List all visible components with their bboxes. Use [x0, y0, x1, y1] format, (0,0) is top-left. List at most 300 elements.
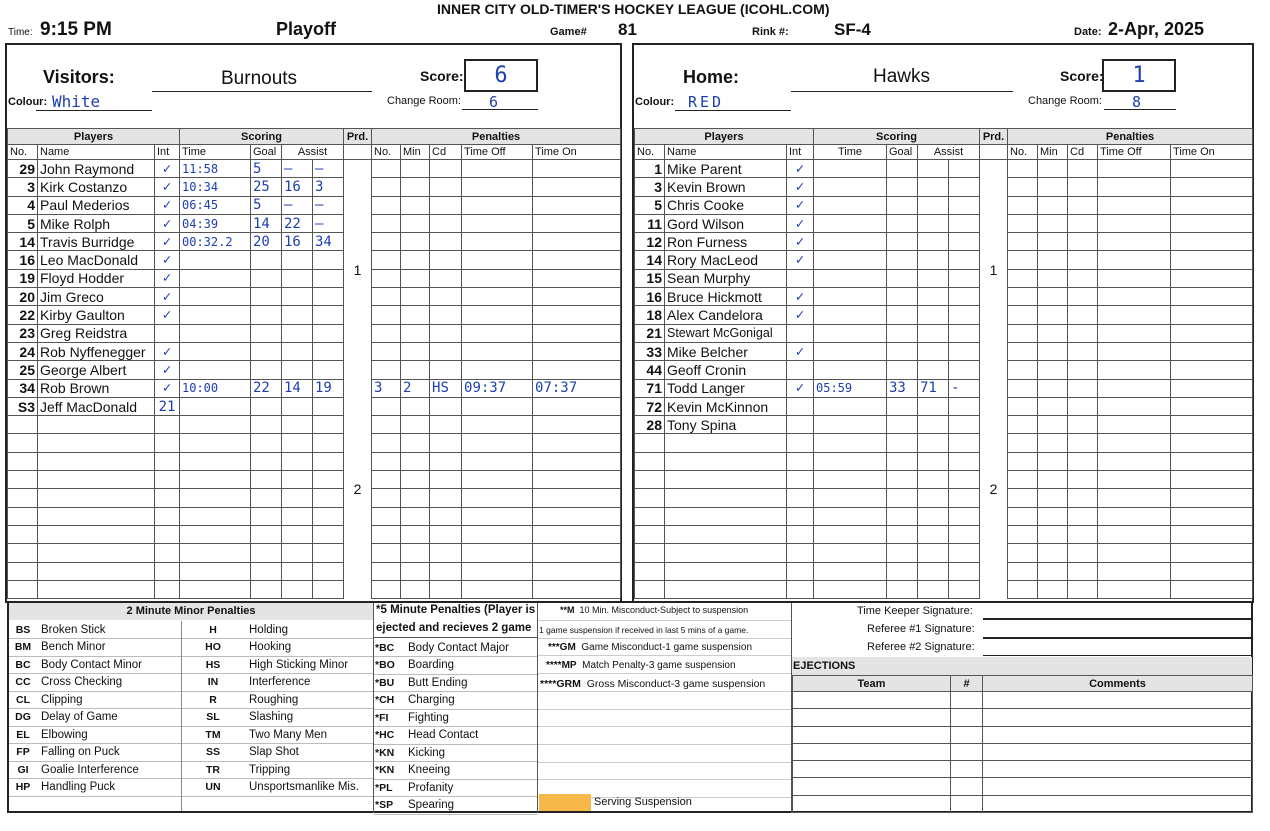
assist-2: —	[313, 196, 344, 214]
assist-1: 71	[918, 379, 949, 397]
penalty-time-on	[533, 507, 621, 525]
penalty-minutes	[401, 306, 430, 324]
ejection-row	[793, 743, 1253, 760]
penalty-time-on	[1171, 397, 1253, 415]
penalty-time-on	[533, 233, 621, 251]
goal-scorer	[887, 562, 918, 580]
penalty-time-on	[1171, 306, 1253, 324]
goal-scorer	[887, 397, 918, 415]
player-name: Ron Furness	[665, 233, 787, 251]
period-header: Prd.	[344, 129, 372, 145]
assist-2	[949, 562, 980, 580]
penalty-player-no	[1008, 288, 1038, 306]
goal-scorer: 33	[887, 379, 918, 397]
penalty-minutes	[1038, 288, 1068, 306]
penalty-player-no	[372, 214, 401, 232]
assist-1	[918, 214, 949, 232]
visitors-score: 6	[464, 59, 538, 92]
ejections-number-header: #	[951, 676, 983, 692]
penalty-player-no	[372, 361, 401, 379]
penalty-minutes	[401, 416, 430, 434]
player-number	[8, 525, 38, 543]
ejection-cell[interactable]	[983, 778, 1253, 795]
home-room: 8	[1132, 93, 1142, 111]
penalty-player-no	[372, 452, 401, 470]
goal-scorer	[887, 471, 918, 489]
penalty-minutes	[401, 361, 430, 379]
assist-2	[949, 544, 980, 562]
player-number: 18	[635, 306, 665, 324]
penalty-time-off	[1098, 471, 1171, 489]
penalty-minutes	[1038, 160, 1068, 178]
assist-2	[313, 342, 344, 360]
player-name: Jim Greco	[38, 288, 155, 306]
goal-scorer	[251, 361, 282, 379]
assist-2	[313, 507, 344, 525]
ejection-cell[interactable]	[793, 778, 951, 795]
assist-2	[313, 269, 344, 287]
player-number: 16	[635, 288, 665, 306]
penalty-time-off	[462, 471, 533, 489]
penalty-minutes	[401, 160, 430, 178]
assist-2	[949, 342, 980, 360]
home-col-no: No.	[635, 145, 665, 160]
minor-code: HP	[9, 779, 37, 797]
goal-time: 00:32.2	[180, 233, 251, 251]
goal-time	[180, 397, 251, 415]
penalty-time-off	[462, 288, 533, 306]
penalty-code	[1068, 361, 1098, 379]
penalty-player-no	[1008, 489, 1038, 507]
penalty-time-off	[1098, 160, 1171, 178]
assist-2	[949, 196, 980, 214]
assist-1	[282, 251, 313, 269]
player-number: 15	[635, 269, 665, 287]
minor-desc: Slashing	[245, 709, 373, 727]
game-label: Game#	[550, 26, 587, 38]
penalty-code	[1068, 434, 1098, 452]
major-title-2: ejected and recieves 2 game	[376, 622, 532, 634]
penalty-time-on	[533, 160, 621, 178]
assist-2: —	[313, 214, 344, 232]
ref2-signature-line[interactable]	[983, 641, 1251, 656]
player-int-check: ✓	[787, 306, 814, 324]
ejection-cell[interactable]	[793, 726, 951, 743]
player-name: Geoff Cronin	[665, 361, 787, 379]
penalty-player-no	[372, 434, 401, 452]
minor-code: BM	[9, 639, 37, 657]
assist-2	[949, 452, 980, 470]
minor-code: EL	[9, 726, 37, 744]
player-int-check	[155, 324, 180, 342]
assist-1	[282, 471, 313, 489]
penalty-code	[430, 471, 462, 489]
ejection-cell[interactable]	[951, 709, 983, 726]
goal-time: 04:39	[180, 214, 251, 232]
goal-time	[814, 397, 887, 415]
goal-scorer	[887, 251, 918, 269]
ejection-row	[793, 692, 1253, 709]
goal-scorer	[887, 489, 918, 507]
ejection-cell[interactable]	[951, 761, 983, 778]
penalty-time-off	[462, 397, 533, 415]
goal-time	[180, 562, 251, 580]
visitors-row	[8, 324, 621, 342]
penalty-code	[430, 397, 462, 415]
assist-1	[918, 562, 949, 580]
assist-1	[282, 397, 313, 415]
assist-1	[918, 306, 949, 324]
penalty-time-on	[533, 324, 621, 342]
penalty-minutes	[1038, 233, 1068, 251]
visitors-row	[8, 342, 621, 360]
minor-penalty-row	[9, 726, 373, 744]
goal-time	[180, 471, 251, 489]
home-col-time: Time	[814, 145, 887, 160]
ejection-cell[interactable]	[983, 743, 1253, 760]
assist-2	[949, 160, 980, 178]
penalty-minutes	[401, 434, 430, 452]
penalty-time-on	[1171, 288, 1253, 306]
player-name: John Raymond	[38, 160, 155, 178]
home-room-label: Change Room:	[1028, 95, 1102, 107]
assist-1: —	[282, 196, 313, 214]
penalty-code	[430, 342, 462, 360]
timekeeper-signature-line[interactable]	[983, 604, 1251, 620]
col-int: Int	[155, 145, 180, 160]
penalty-code	[1068, 233, 1098, 251]
player-number: 28	[635, 416, 665, 434]
home-row	[635, 434, 1253, 452]
player-name	[38, 471, 155, 489]
assist-2	[313, 544, 344, 562]
ejection-cell[interactable]	[983, 726, 1253, 743]
goal-scorer	[887, 580, 918, 598]
ejection-cell[interactable]	[951, 778, 983, 795]
misconduct-m: **M 10 Min. Misconduct-Subject to suspension	[560, 605, 749, 615]
penalty-minutes	[1038, 324, 1068, 342]
goal-time	[180, 507, 251, 525]
visitors-row	[8, 562, 621, 580]
penalty-code	[1068, 452, 1098, 470]
penalty-time-off	[1098, 288, 1171, 306]
home-row	[635, 306, 1253, 324]
assist-2	[949, 580, 980, 598]
ejection-cell[interactable]	[793, 761, 951, 778]
penalty-minutes	[401, 562, 430, 580]
minor-code: SL	[181, 709, 245, 727]
goal-scorer	[251, 544, 282, 562]
penalty-code	[1068, 288, 1098, 306]
penalty-time-off	[462, 416, 533, 434]
penalty-time-off	[462, 233, 533, 251]
player-number	[8, 562, 38, 580]
home-col-name: Name	[665, 145, 787, 160]
col-time: Time	[180, 145, 251, 160]
assist-1	[282, 324, 313, 342]
minor-code: BC	[9, 656, 37, 674]
player-int-check	[787, 471, 814, 489]
player-name	[38, 525, 155, 543]
ejection-cell[interactable]	[793, 692, 951, 709]
player-name: Tony Spina	[665, 416, 787, 434]
penalty-player-no	[1008, 178, 1038, 196]
assist-1	[918, 178, 949, 196]
assist-1	[918, 507, 949, 525]
player-int-check: ✓	[155, 160, 180, 178]
player-int-check: ✓	[155, 306, 180, 324]
assist-1	[918, 525, 949, 543]
player-number: 19	[8, 269, 38, 287]
ejection-cell[interactable]	[983, 692, 1253, 709]
assist-1	[282, 507, 313, 525]
penalty-time-on	[533, 434, 621, 452]
player-name: Stewart McGonigal	[665, 324, 787, 342]
penalty-time-on	[1171, 196, 1253, 214]
player-name: Bruce Hickmott	[665, 288, 787, 306]
penalty-minutes	[401, 214, 430, 232]
major-code: *KN	[374, 744, 404, 762]
goal-scorer	[251, 562, 282, 580]
minor-penalty-row	[9, 656, 373, 674]
period-1-label: 1	[980, 160, 1008, 380]
goal-scorer	[887, 288, 918, 306]
col-assist: Assist	[282, 145, 344, 160]
penalty-player-no	[1008, 525, 1038, 543]
home-row	[635, 416, 1253, 434]
penalty-player-no	[372, 507, 401, 525]
player-name: Paul Mederios	[38, 196, 155, 214]
assist-1	[918, 544, 949, 562]
penalty-time-off	[1098, 306, 1171, 324]
major-code: *BC	[374, 639, 404, 657]
penalty-code	[430, 562, 462, 580]
penalty-minutes	[1038, 269, 1068, 287]
major-code: *KN	[374, 762, 404, 780]
player-name: Kevin McKinnon	[665, 397, 787, 415]
player-name	[665, 452, 787, 470]
minor-code: UN	[181, 779, 245, 797]
penalty-code	[1068, 269, 1098, 287]
ejection-cell[interactable]	[951, 726, 983, 743]
minor-code: HO	[181, 639, 245, 657]
assist-1	[282, 580, 313, 598]
major-desc: Fighting	[404, 709, 537, 727]
goal-time	[814, 214, 887, 232]
player-number	[635, 452, 665, 470]
player-int-check: ✓	[155, 361, 180, 379]
goal-time	[180, 269, 251, 287]
assist-2	[949, 269, 980, 287]
goal-scorer: 22	[251, 379, 282, 397]
penalty-time-on	[533, 178, 621, 196]
assist-2	[949, 525, 980, 543]
goal-scorer	[887, 525, 918, 543]
goal-time	[180, 452, 251, 470]
penalty-code	[1068, 306, 1098, 324]
penalty-player-no	[1008, 507, 1038, 525]
penalty-time-off	[1098, 580, 1171, 598]
player-number: 44	[635, 361, 665, 379]
minor-code: CC	[9, 674, 37, 692]
player-name	[38, 507, 155, 525]
player-name: Rob Nyffenegger	[38, 342, 155, 360]
minor-penalty-row	[9, 639, 373, 657]
assist-1: 14	[282, 379, 313, 397]
ejection-cell[interactable]	[951, 743, 983, 760]
visitors-row	[8, 397, 621, 415]
player-int-check	[155, 452, 180, 470]
minor-code: HS	[181, 656, 245, 674]
home-team-name: Hawks	[873, 66, 931, 87]
penalty-code	[1068, 489, 1098, 507]
assist-2	[313, 525, 344, 543]
player-name: George Albert	[38, 361, 155, 379]
goal-scorer	[251, 306, 282, 324]
penalty-time-off	[1098, 251, 1171, 269]
ejection-cell[interactable]	[793, 709, 951, 726]
player-name	[665, 544, 787, 562]
assist-1	[282, 452, 313, 470]
home-row	[635, 288, 1253, 306]
col-pen-no: No.	[372, 145, 401, 160]
home-colour-label: Colour:	[635, 96, 675, 108]
player-number: 72	[635, 397, 665, 415]
goal-scorer	[887, 416, 918, 434]
assist-2	[949, 324, 980, 342]
penalty-minutes	[1038, 397, 1068, 415]
minor-penalty-row	[9, 621, 373, 639]
major-penalty-row	[374, 762, 537, 780]
ejection-cell[interactable]	[983, 709, 1253, 726]
ejection-cell[interactable]	[793, 743, 951, 760]
penalty-code	[430, 452, 462, 470]
player-number: 25	[8, 361, 38, 379]
assist-1	[918, 416, 949, 434]
player-name: Gord Wilson	[665, 214, 787, 232]
ejection-cell[interactable]	[951, 795, 983, 812]
penalty-player-no	[372, 306, 401, 324]
ejection-cell[interactable]	[983, 761, 1253, 778]
penalty-player-no	[372, 562, 401, 580]
penalty-player-no	[372, 233, 401, 251]
penalty-player-no	[372, 489, 401, 507]
assist-2	[313, 434, 344, 452]
assist-1	[918, 251, 949, 269]
assist-2: 34	[313, 233, 344, 251]
penalty-minutes	[1038, 251, 1068, 269]
minor-penalties-legend	[9, 621, 373, 797]
assist-1: —	[282, 160, 313, 178]
goal-time	[180, 434, 251, 452]
player-int-check: ✓	[155, 196, 180, 214]
penalty-code	[1068, 397, 1098, 415]
penalty-player-no	[1008, 397, 1038, 415]
penalty-player-no	[372, 397, 401, 415]
player-name	[665, 489, 787, 507]
goal-time	[814, 434, 887, 452]
penalty-player-no	[1008, 361, 1038, 379]
penalty-minutes	[1038, 489, 1068, 507]
penalty-minutes	[401, 288, 430, 306]
assist-2	[313, 361, 344, 379]
ejection-cell[interactable]	[983, 795, 1253, 812]
assist-1	[282, 562, 313, 580]
penalty-player-no: 3	[372, 379, 401, 397]
visitors-colour: White	[52, 92, 101, 111]
assist-2	[949, 178, 980, 196]
penalty-code	[430, 178, 462, 196]
player-number	[8, 452, 38, 470]
assist-1: 22	[282, 214, 313, 232]
assist-2	[313, 397, 344, 415]
player-int-check	[155, 416, 180, 434]
minor-desc: Holding	[245, 621, 373, 639]
penalty-time-on	[1171, 471, 1253, 489]
goal-scorer	[887, 214, 918, 232]
assist-1	[918, 452, 949, 470]
ref1-signature-line[interactable]	[983, 622, 1251, 639]
penalty-time-off	[462, 361, 533, 379]
col-name: Name	[38, 145, 155, 160]
player-name: Greg Reidstra	[38, 324, 155, 342]
penalty-time-off	[462, 342, 533, 360]
player-int-check	[787, 324, 814, 342]
player-number	[635, 489, 665, 507]
penalty-code	[430, 251, 462, 269]
player-number: 20	[8, 288, 38, 306]
minor-desc: Cross Checking	[37, 674, 181, 692]
goal-time	[814, 507, 887, 525]
major-penalty-row	[374, 797, 537, 815]
visitors-row	[8, 251, 621, 269]
penalty-player-no	[372, 251, 401, 269]
home-row	[635, 342, 1253, 360]
visitors-row	[8, 160, 621, 178]
home-row	[635, 160, 1253, 178]
penalty-time-off	[1098, 416, 1171, 434]
goal-time	[180, 324, 251, 342]
goal-time	[814, 196, 887, 214]
penalty-player-no	[1008, 580, 1038, 598]
penalty-code	[430, 434, 462, 452]
ejection-cell[interactable]	[951, 692, 983, 709]
minor-desc: Goalie Interference	[37, 761, 181, 779]
penalty-time-off	[1098, 525, 1171, 543]
penalty-code	[430, 196, 462, 214]
goal-scorer	[887, 544, 918, 562]
ejection-cell[interactable]	[793, 795, 951, 812]
minor-desc: Hooking	[245, 639, 373, 657]
goal-scorer	[887, 178, 918, 196]
penalties-header: Penalties	[372, 129, 621, 145]
rink-label: Rink #:	[752, 26, 789, 38]
assist-1	[918, 489, 949, 507]
ejection-row	[793, 795, 1253, 812]
penalty-code	[430, 160, 462, 178]
goal-scorer: 5	[251, 160, 282, 178]
penalty-code	[430, 269, 462, 287]
col-no: No.	[8, 145, 38, 160]
player-number: 12	[635, 233, 665, 251]
game-date: 2-Apr, 2025	[1108, 19, 1205, 39]
home-col-pen-no: No.	[1008, 145, 1038, 160]
penalty-time-off	[1098, 233, 1171, 251]
assist-2	[949, 471, 980, 489]
player-name	[38, 434, 155, 452]
penalty-time-on	[1171, 489, 1253, 507]
player-int-check: ✓	[787, 288, 814, 306]
